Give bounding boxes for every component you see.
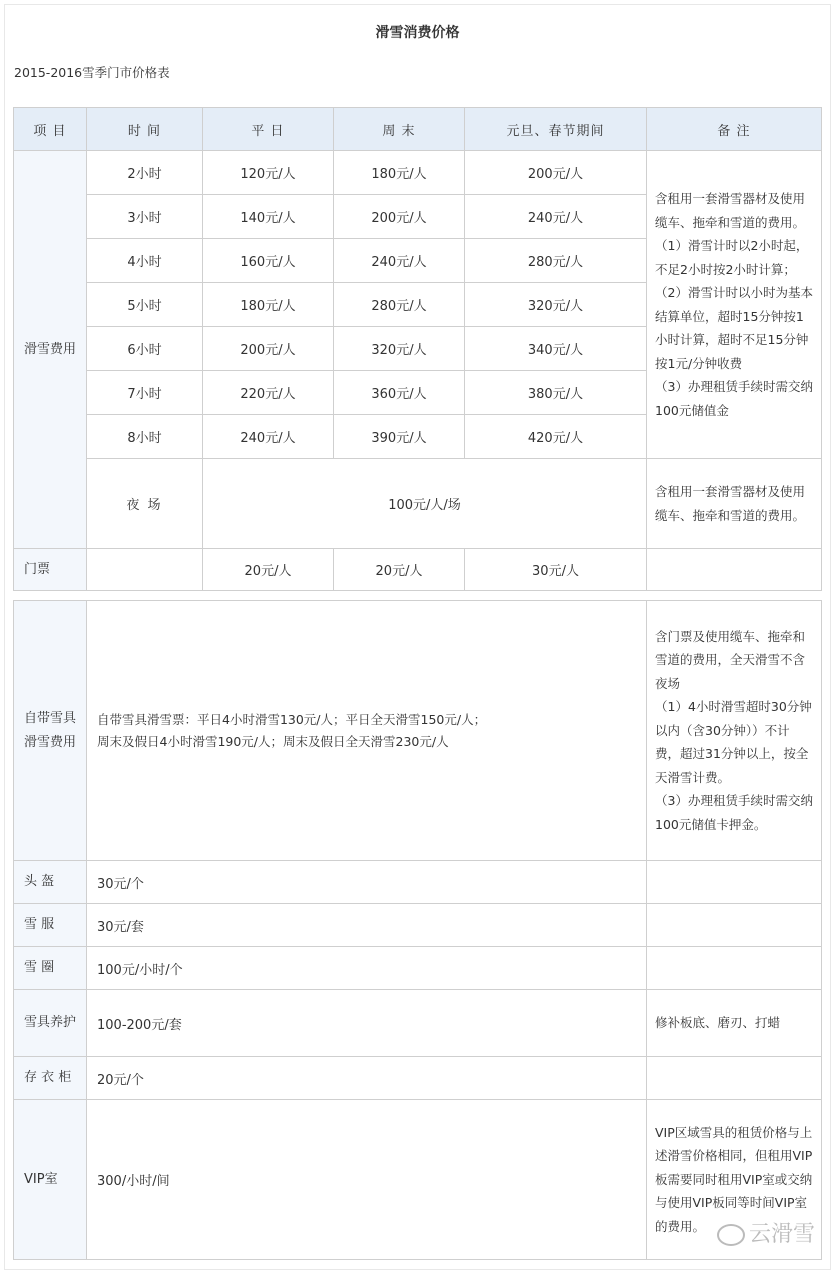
time-cell: 3小时	[87, 195, 203, 239]
extra-note	[647, 861, 822, 904]
vip-price: 300/小时/间	[87, 1100, 647, 1260]
extra-note: 修补板底、磨刃、打蜡	[647, 990, 822, 1057]
header-holiday: 元旦、春节期间	[465, 108, 647, 151]
weekend-price: 280元/人	[334, 283, 465, 327]
extra-price: 30元/个	[87, 861, 647, 904]
extra-note	[647, 904, 822, 947]
extra-price: 30元/套	[87, 904, 647, 947]
page-subtitle: 2015-2016雪季门市价格表	[14, 65, 170, 80]
extra-price: 20元/个	[87, 1057, 647, 1100]
night-row	[14, 459, 822, 549]
own-gear-label: 自带雪具滑雪费用	[14, 601, 87, 861]
extra-label: 存 衣 柜	[14, 1057, 87, 1100]
ski-fee-note: 含租用一套滑雪器材及使用缆车、拖牵和雪道的费用。 （1）滑雪计时以2小时起，不足2小时按2小时计算； （2）滑雪计时以小时为基本结算单位，超时15分钟按1小时计算，超时不足15分钟按1元/分钟收费 （3）办理租赁手续时需交纳100元储值金	[647, 151, 822, 459]
holiday-price: 200元/人	[465, 151, 647, 195]
night-label: 夜 场	[87, 459, 203, 549]
weekend-price: 320元/人	[334, 327, 465, 371]
weekend-price: 200元/人	[334, 195, 465, 239]
watermark-text: 云滑雪	[748, 1222, 815, 1247]
extra-label: 雪具养护	[14, 990, 87, 1057]
header-weekday: 平 日	[203, 108, 334, 151]
weekday-price: 240元/人	[203, 415, 334, 459]
ticket-time-empty	[87, 549, 203, 591]
weekday-price: 140元/人	[203, 195, 334, 239]
extra-price: 100元/小时/个	[87, 947, 647, 990]
weekday-price: 160元/人	[203, 239, 334, 283]
time-cell: 5小时	[87, 283, 203, 327]
ticket-holiday: 30元/人	[465, 549, 647, 591]
extra-note	[647, 1057, 822, 1100]
wechat-icon	[717, 1224, 745, 1246]
time-cell: 4小时	[87, 239, 203, 283]
header-note: 备 注	[647, 108, 822, 151]
watermark	[717, 1217, 815, 1248]
own-gear-row	[14, 601, 822, 861]
holiday-price: 240元/人	[465, 195, 647, 239]
weekday-price: 180元/人	[203, 283, 334, 327]
weekend-price: 360元/人	[334, 371, 465, 415]
weekend-price: 390元/人	[334, 415, 465, 459]
own-gear-desc: 自带雪具滑雪票：平日4小时滑雪130元/人；平日全天滑雪150元/人； 周末及假日4小时滑雪190元/人；周末及假日全天滑雪230元/人	[87, 601, 647, 861]
own-gear-note: 含门票及使用缆车、拖牵和雪道的费用，全天滑雪不含夜场 （1）4小时滑雪超时30分钟以内（含30分钟））不计费，超过31分钟以上，按全天滑雪计费。 （3）办理租赁手续时需交纳100元储值卡押金。	[647, 601, 822, 861]
ticket-row	[14, 549, 822, 591]
extra-note	[647, 947, 822, 990]
vip-row	[14, 1100, 822, 1260]
time-cell: 8小时	[87, 415, 203, 459]
extra-row-suit	[14, 904, 822, 947]
page-title: 滑雪消费价格	[375, 25, 460, 41]
holiday-price: 340元/人	[465, 327, 647, 371]
night-price: 100元/人/场	[203, 459, 647, 549]
extra-label: 头 盔	[14, 861, 87, 904]
vip-label: VIP室	[14, 1100, 87, 1260]
ski-fee-label: 滑雪费用	[14, 151, 87, 549]
holiday-price: 320元/人	[465, 283, 647, 327]
holiday-price: 420元/人	[465, 415, 647, 459]
extra-row-maintenance	[14, 990, 822, 1057]
ticket-weekend: 20元/人	[334, 549, 465, 591]
extras-table	[13, 600, 822, 1260]
table-row	[14, 151, 822, 195]
weekend-price: 240元/人	[334, 239, 465, 283]
extra-row-tube	[14, 947, 822, 990]
header-weekend: 周 末	[334, 108, 465, 151]
time-cell: 2小时	[87, 151, 203, 195]
night-note: 含租用一套滑雪器材及使用缆车、拖牵和雪道的费用。	[647, 459, 822, 549]
ticket-weekday: 20元/人	[203, 549, 334, 591]
weekday-price: 120元/人	[203, 151, 334, 195]
extra-label: 雪 服	[14, 904, 87, 947]
extra-price: 100-200元/套	[87, 990, 647, 1057]
extra-label: 雪 圈	[14, 947, 87, 990]
header-item: 项 目	[14, 108, 87, 151]
ticket-label: 门票	[14, 549, 87, 591]
weekend-price: 180元/人	[334, 151, 465, 195]
vip-note: VIP区域雪具的租赁价格与上述滑雪价格相同，但租用VIP板需要同时租用VIP室或交纳与使用VIP板同等时间VIP室的费用。	[647, 1100, 822, 1260]
table-header-row	[14, 108, 822, 151]
time-cell: 7小时	[87, 371, 203, 415]
weekday-price: 200元/人	[203, 327, 334, 371]
time-cell: 6小时	[87, 327, 203, 371]
header-time: 时 间	[87, 108, 203, 151]
weekday-price: 220元/人	[203, 371, 334, 415]
price-table	[13, 107, 822, 591]
extra-row-locker	[14, 1057, 822, 1100]
holiday-price: 380元/人	[465, 371, 647, 415]
holiday-price: 280元/人	[465, 239, 647, 283]
ticket-note-empty	[647, 549, 822, 591]
extra-row-helmet	[14, 861, 822, 904]
